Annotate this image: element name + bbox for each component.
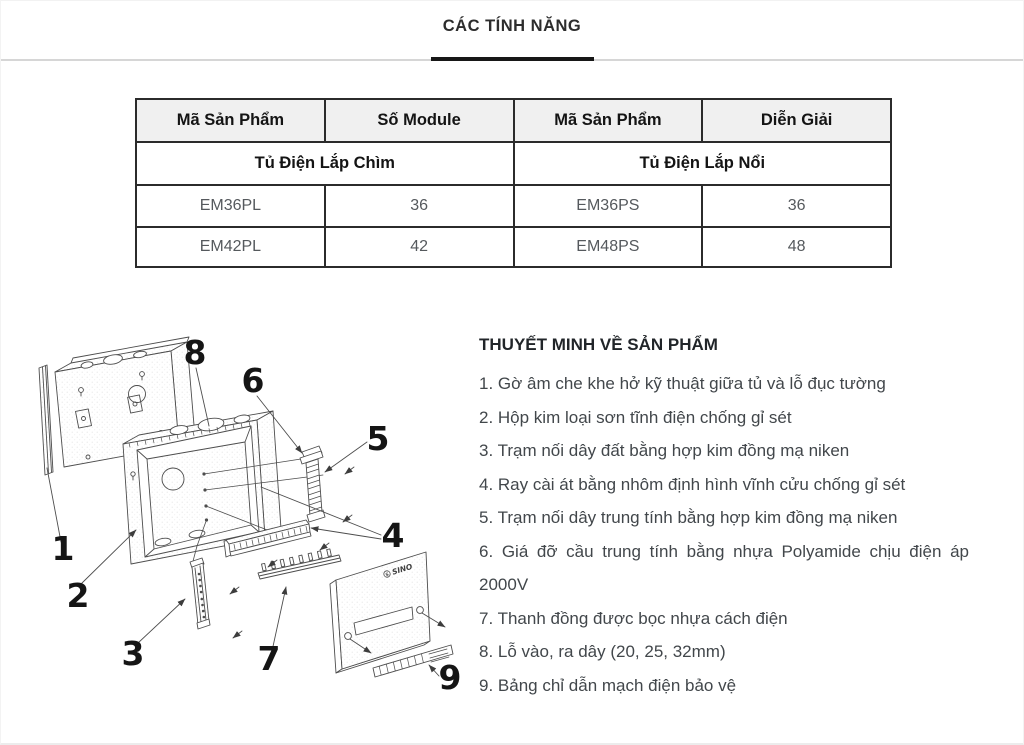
table-cell: 36 <box>702 185 891 227</box>
table-cell: 36 <box>325 185 514 227</box>
table-cell: EM48PS <box>514 227 703 267</box>
table-cell: 42 <box>325 227 514 267</box>
callout-3: 3 <box>121 634 145 673</box>
table-group-cell: Tủ Điện Lắp Chìm <box>136 142 514 185</box>
table-header-cell: Mã Sản Phẩm <box>514 99 703 142</box>
terminal-strip-neutral <box>300 446 325 522</box>
note-item: 7. Thanh đồng được bọc nhựa cách điện <box>479 608 788 628</box>
table-row <box>136 185 891 227</box>
terminal-strip-ground <box>190 558 210 629</box>
callout-8: 8 <box>183 333 207 372</box>
note-item: 1. Gờ âm che khe hở kỹ thuật giữa tủ và lỗ đục tường <box>479 374 886 393</box>
note-item: 5. Trạm nối dây trung tính bằng hợp kim đồng mạ niken <box>479 508 898 527</box>
table-group-row <box>136 142 891 185</box>
title-underline <box>431 57 594 61</box>
brand-text: SINO <box>390 561 414 577</box>
callout-1: 1 <box>51 529 75 568</box>
table-header-row <box>136 99 891 142</box>
table-cell: 48 <box>702 227 891 267</box>
note-item: 6. Giá đỡ cầu trung tính bằng nhựa Polyamide chịu điện áp 2000V <box>479 541 969 594</box>
page-title[interactable]: CÁC TÍNH NĂNG <box>442 17 582 35</box>
notes-heading: THUYẾT MINH VỀ SẢN PHẨM <box>479 335 718 354</box>
note-item: 8. Lỗ vào, ra dây (20, 25, 32mm) <box>479 642 726 661</box>
table-header-cell: Mã Sản Phẩm <box>136 99 325 142</box>
callout-6: 6 <box>241 361 265 400</box>
comb-busbar <box>258 549 341 579</box>
note-item: 2. Hộp kim loại sơn tĩnh điện chống gỉ sét <box>479 407 792 427</box>
callout-9: 9 <box>438 658 462 697</box>
callout-4: 4 <box>381 516 405 555</box>
note-item: 3. Trạm nối dây đất bằng hợp kim đồng mạ niken <box>479 441 850 460</box>
table-row <box>136 227 891 267</box>
callout-5: 5 <box>366 419 390 458</box>
table-header-cell: Diễn Giải <box>702 99 891 142</box>
exploded-diagram <box>21 326 471 736</box>
table-cell: EM42PL <box>136 227 325 267</box>
brand-mark: S <box>385 572 390 579</box>
callout-2: 2 <box>66 576 90 615</box>
note-item: 9. Bảng chỉ dẫn mạch điện bảo vệ <box>479 675 737 695</box>
product-table <box>135 98 892 268</box>
callout-7: 7 <box>257 639 281 678</box>
table-cell: EM36PL <box>136 185 325 227</box>
table-header-cell: Số Module <box>325 99 514 142</box>
table-cell: EM36PS <box>514 185 703 227</box>
note-item: 4. Ray cài át bằng nhôm định hình vĩnh cửu chống gỉ sét <box>479 474 906 494</box>
table-group-cell: Tủ Điện Lắp Nổi <box>514 142 892 185</box>
product-notes <box>479 332 969 702</box>
